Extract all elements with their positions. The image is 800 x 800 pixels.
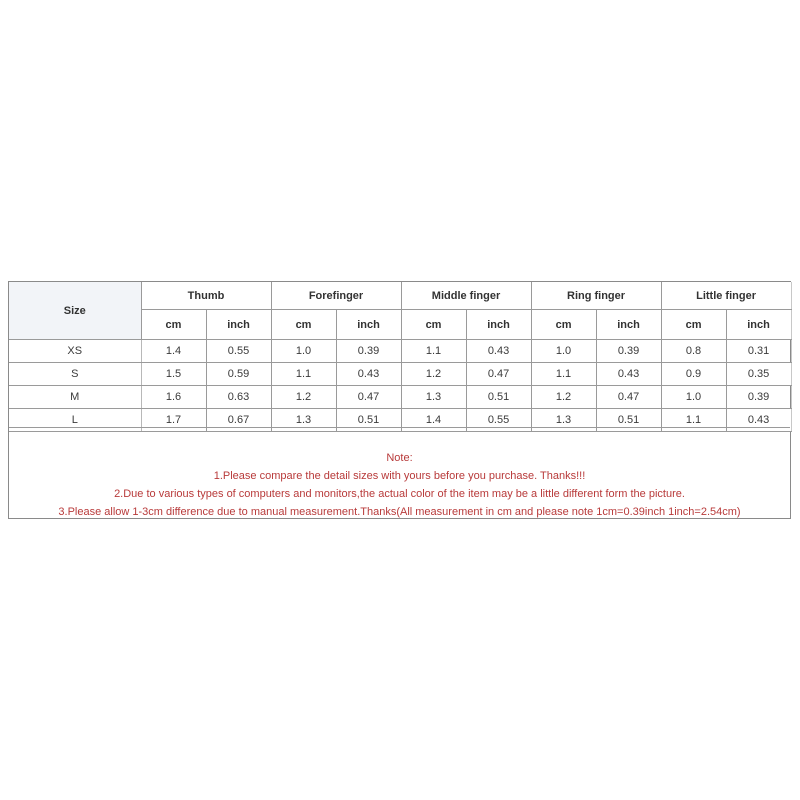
table-row bbox=[9, 340, 791, 363]
little-finger-cm-header: cm bbox=[661, 310, 726, 340]
table-cell: 0.9 bbox=[661, 363, 726, 386]
table-cell: 1.2 bbox=[271, 386, 336, 409]
size-label: S bbox=[9, 363, 141, 386]
table-cell: 1.0 bbox=[531, 340, 596, 363]
table-cell: 1.3 bbox=[531, 409, 596, 432]
table-cell: 0.55 bbox=[206, 340, 271, 363]
middle-finger-cm-header: cm bbox=[401, 310, 466, 340]
table-cell: 0.51 bbox=[336, 409, 401, 432]
table-cell: 1.1 bbox=[271, 363, 336, 386]
table-cell: 0.39 bbox=[726, 386, 791, 409]
table-cell: 1.0 bbox=[271, 340, 336, 363]
thumb-inch-header: inch bbox=[206, 310, 271, 340]
forefinger-inch-header: inch bbox=[336, 310, 401, 340]
table-cell: 1.5 bbox=[141, 363, 206, 386]
table-cell: 0.39 bbox=[596, 340, 661, 363]
table-cell: 1.3 bbox=[271, 409, 336, 432]
finger-header-row bbox=[9, 282, 791, 310]
thumb-cm-header: cm bbox=[141, 310, 206, 340]
forefinger-header: Forefinger bbox=[271, 282, 401, 310]
size-column-header: Size bbox=[9, 282, 141, 340]
table-cell: 1.0 bbox=[661, 386, 726, 409]
table-cell: 1.1 bbox=[401, 340, 466, 363]
table-cell: 0.43 bbox=[336, 363, 401, 386]
table-cell: 0.39 bbox=[336, 340, 401, 363]
table-cell: 1.7 bbox=[141, 409, 206, 432]
table-cell: 0.8 bbox=[661, 340, 726, 363]
little-finger-inch-header: inch bbox=[726, 310, 791, 340]
thumb-header: Thumb bbox=[141, 282, 271, 310]
table-cell: 0.43 bbox=[596, 363, 661, 386]
note-section bbox=[9, 427, 790, 519]
table-cell: 0.51 bbox=[466, 386, 531, 409]
middle-finger-inch-header: inch bbox=[466, 310, 531, 340]
size-table bbox=[9, 282, 792, 432]
size-label: M bbox=[9, 386, 141, 409]
table-cell: 1.2 bbox=[401, 363, 466, 386]
ring-finger-cm-header: cm bbox=[531, 310, 596, 340]
table-cell: 0.43 bbox=[466, 340, 531, 363]
table-cell: 1.1 bbox=[661, 409, 726, 432]
table-cell: 0.59 bbox=[206, 363, 271, 386]
middle-finger-header: Middle finger bbox=[401, 282, 531, 310]
note-line-3: 3.Please allow 1-3cm difference due to manual measurement.Thanks(All measurement in cm and please note 1cm=0.39inch 1inch=2.54cm) bbox=[58, 506, 741, 518]
size-chart bbox=[8, 281, 791, 519]
forefinger-cm-header: cm bbox=[271, 310, 336, 340]
ring-finger-inch-header: inch bbox=[596, 310, 661, 340]
ring-finger-header: Ring finger bbox=[531, 282, 661, 310]
table-cell: 1.3 bbox=[401, 386, 466, 409]
table-cell: 0.31 bbox=[726, 340, 791, 363]
table-cell: 1.2 bbox=[531, 386, 596, 409]
note-line-1: 1.Please compare the detail sizes with yours before you purchase. Thanks!!! bbox=[213, 470, 586, 482]
table-cell: 1.4 bbox=[141, 340, 206, 363]
note-line-2: 2.Due to various types of computers and monitors,the actual color of the item may be a little different form the picture. bbox=[114, 488, 685, 500]
table-row bbox=[9, 386, 791, 409]
table-cell: 1.6 bbox=[141, 386, 206, 409]
table-cell: 0.51 bbox=[596, 409, 661, 432]
size-label: L bbox=[9, 409, 141, 432]
little-finger-header: Little finger bbox=[661, 282, 791, 310]
note-title: Note: bbox=[386, 452, 413, 464]
table-cell: 0.55 bbox=[466, 409, 531, 432]
table-cell: 0.63 bbox=[206, 386, 271, 409]
table-cell: 0.67 bbox=[206, 409, 271, 432]
table-cell: 1.1 bbox=[531, 363, 596, 386]
table-cell: 0.47 bbox=[466, 363, 531, 386]
table-cell: 0.35 bbox=[726, 363, 791, 386]
table-cell: 0.47 bbox=[596, 386, 661, 409]
table-cell: 0.43 bbox=[726, 409, 791, 432]
table-cell: 1.4 bbox=[401, 409, 466, 432]
table-cell: 0.47 bbox=[336, 386, 401, 409]
table-row bbox=[9, 363, 791, 386]
size-label: XS bbox=[9, 340, 141, 363]
